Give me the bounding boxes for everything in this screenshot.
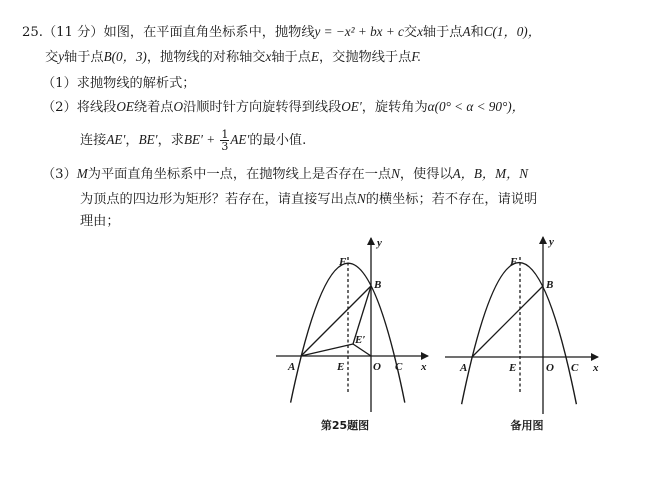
svg-text:C: C <box>395 361 403 373</box>
svg-text:A: A <box>288 361 296 373</box>
figure-caption: 备用图 <box>510 419 544 432</box>
svg-text:E: E <box>337 361 345 373</box>
svg-text:O: O <box>373 361 381 373</box>
segment-AE-prime <box>301 344 353 356</box>
problem-number: 25. <box>22 25 43 40</box>
figure-caption: 第25题图 <box>320 419 370 432</box>
problem-stem-line1: 25.（11 分）如图，在平面直角坐标系中，抛物线y = −x² + bx + c交x轴于点A和C(1，0)， <box>22 24 541 40</box>
figure-25-diagram <box>276 238 428 412</box>
fraction-one-third: $\frac{1}{3}$ <box>221 128 229 153</box>
part-label: （3） <box>42 167 77 182</box>
svg-text:B: B <box>374 279 382 291</box>
spare-diagram-labels <box>459 236 599 432</box>
svg-text:E′: E′ <box>355 334 366 346</box>
part-label: （1） <box>42 76 77 91</box>
svg-text:F: F <box>339 256 347 268</box>
svg-text:B: B <box>546 279 554 291</box>
part-2-line1: （2）将线段OE绕着点O沿顺时针方向旋转得到线段OE′，旋转角为α(0° < α < 90°)， <box>42 99 525 115</box>
parabola <box>291 263 405 402</box>
parabola <box>462 263 577 405</box>
svg-text:F: F <box>510 256 518 268</box>
svg-text:y: y <box>377 237 382 249</box>
svg-text:x: x <box>593 362 599 374</box>
svg-text:C: C <box>571 362 579 374</box>
problem-points: （11 分） <box>42 25 104 40</box>
svg-text:O: O <box>546 362 554 374</box>
svg-text:x: x <box>421 361 427 373</box>
part-3-line1: （3）M为平面直角坐标系中一点，在抛物线上是否存在一点N，使得以A，B，M，N <box>42 166 529 182</box>
problem-stem-line2: 交y轴于点B(0，3)，抛物线的对称轴交x轴于点E，交抛物线于点F. <box>45 49 421 65</box>
part-1: （1）求抛物线的解析式； <box>42 76 196 91</box>
part-3-line3: 理由； <box>80 214 120 229</box>
part-3-line2: 为顶点的四边形为矩形？若存在，请直接写出点N的横坐标；若不存在，请说明 <box>80 191 538 207</box>
parabola-equation: y = −x² + bx + c <box>314 24 404 39</box>
spare-diagram <box>445 237 598 414</box>
part-label: （2） <box>42 100 77 115</box>
svg-text:A: A <box>460 362 468 374</box>
svg-text:E: E <box>509 362 517 374</box>
svg-text:y: y <box>549 236 554 248</box>
part-2-line2: 连接AE′，BE′，求BE′ + $\frac{1}{3}$ AE′的最小值. <box>80 128 307 153</box>
